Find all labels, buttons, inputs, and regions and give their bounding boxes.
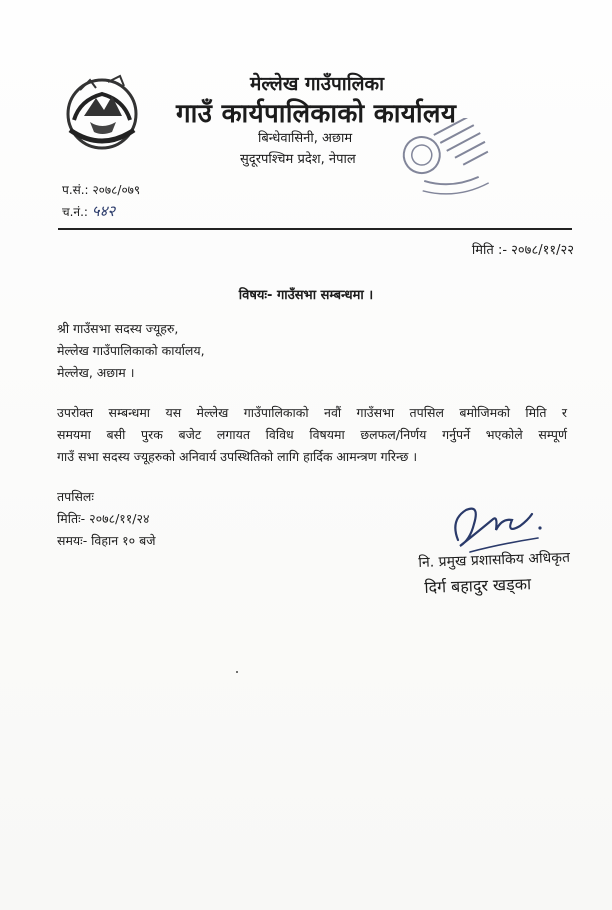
office-stamp-seal: [400, 118, 496, 214]
dispatch-number: [62, 201, 115, 221]
details-heading: तपसिलः: [57, 489, 94, 504]
body-text-line: समयमा बसी पुरक बजेट लगायत विविध विषयमा छलफल/निर्णय गर्नुपर्ने भएकोले सम्पूर्ण: [57, 427, 567, 442]
address-line-2: सुदूरपश्चिम प्रदेश, नेपाल: [240, 152, 356, 167]
nepal-emblem-logo: [60, 70, 144, 152]
signatory-name: दिर्ग बहादुर खड्का: [424, 574, 532, 597]
addressee-line: श्री गाउँसभा सदस्य ज्यूहरु,: [57, 321, 179, 336]
letter-number-value: २०७८/०७९: [92, 183, 141, 197]
header-divider: [58, 228, 572, 230]
letter-date: मिति :- २०७८/११/२२: [471, 243, 574, 258]
dispatch-number-label: च.नं.:: [62, 205, 88, 219]
letter-number-label: प.सं.:: [62, 183, 89, 197]
addressee-line: मेल्लेख, अछाम ।: [57, 365, 135, 380]
body-text-line: उपरोक्त सम्बन्धमा यस मेल्लेख गाउँपालिकाको नवौं गाउँसभा तपसिल बमोजिमको मिति र: [57, 405, 567, 420]
letter-number: [62, 181, 140, 198]
address-line-1: बिन्धेवासिनी, अछाम: [258, 131, 353, 146]
paper-speck: [236, 671, 238, 673]
addressee-line: मेल्लेख गाउँपालिकाको कार्यालय,: [57, 343, 205, 358]
municipality-name: मेल्लेख गाउँपालिका: [250, 73, 385, 95]
meeting-date: मितिः- २०७८/११/२४: [57, 511, 150, 526]
meeting-time: समयः- विहान १० बजे: [57, 533, 156, 548]
office-title: गाउँ कार्यपालिकाको कार्यालय: [176, 99, 457, 129]
dispatch-number-value: ५४२: [91, 202, 116, 220]
signatory-title: नि. प्रमुख प्रशासकिय अधिकृत: [418, 549, 571, 571]
body-text-line: गाउँ सभा सदस्य ज्यूहरुको अनिवार्य उपस्थितिको लागि हार्दिक आमन्त्रण गरिन्छ ।: [57, 449, 418, 464]
letter-subject: विषयः- गाउँसभा सम्बन्धमा ।: [238, 288, 374, 303]
